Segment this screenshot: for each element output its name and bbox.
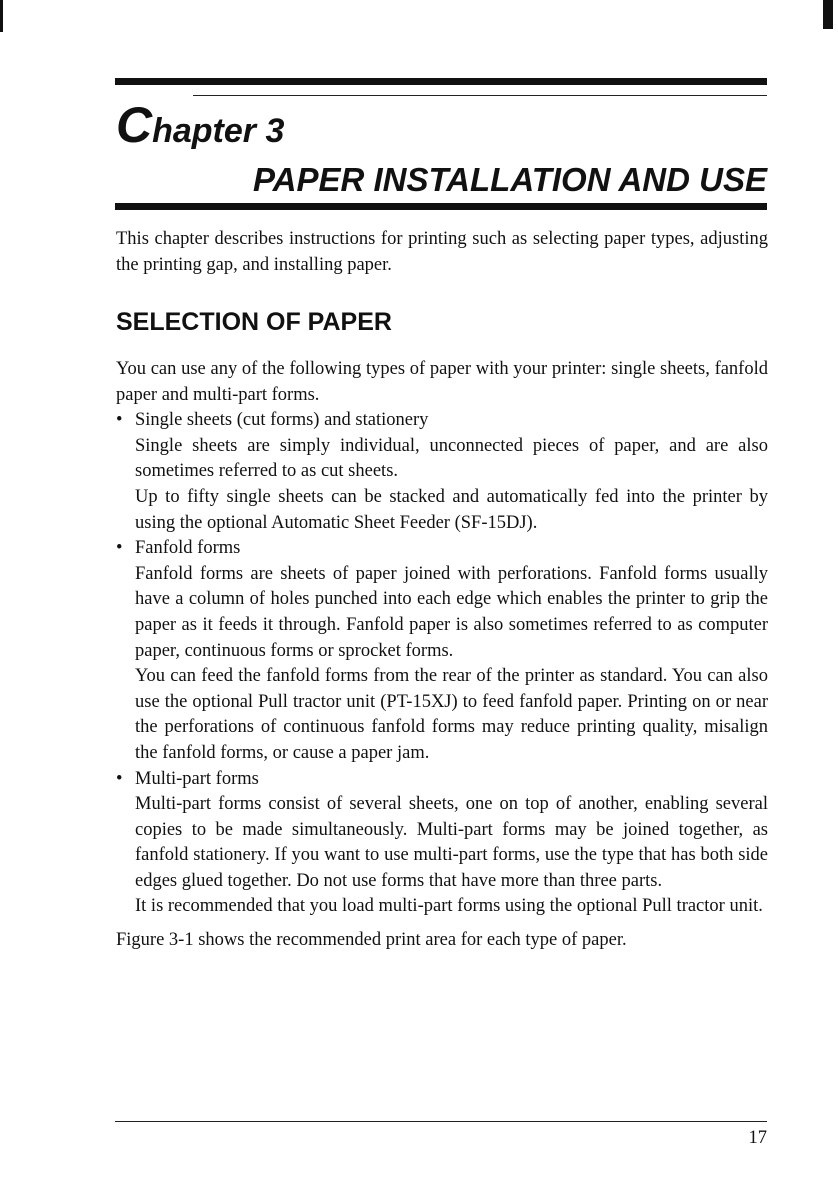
chapter-intro: This chapter describes instructions for printing such as selecting paper types, adjusting the printing gap, and installing paper. [116,229,768,275]
bullet-icon: • [116,538,123,559]
page-number: 17 [748,1128,767,1148]
footer-rule [115,1121,767,1122]
paper-type-heading: Multi-part forms [135,768,259,789]
header-bottom-rule [115,203,767,210]
paper-type-item-single-sheets [116,408,768,536]
paper-type-paragraph: Multi-part forms consist of several sheets, one on top of another, enabling several copies to be made simultaneously. Multi-part forms may be joined together, as fanfold stationery. If you want to use multi-part forms, use the type that has both side edges glued together. Do not use forms that have more than three parts. [135,794,768,891]
paper-type-paragraph: Fanfold forms are sheets of paper joined with perforations. Fanfold forms usually have a column of holes punched into each edge which enables the printer to grip the paper as it feeds it through. Fanfold paper is also sometimes referred to as computer paper, continuous forms or sprocket forms. [135,563,768,661]
paper-type-heading: Fanfold forms [135,538,241,559]
chapter-number-text: hapter 3 [152,112,285,150]
figure-reference: Figure 3-1 shows the recommended print area for each type of paper. [116,930,627,951]
chapter-title: PAPER INSTALLATION AND USE [253,161,767,198]
paper-type-item-multi-part [116,767,768,921]
section-title: SELECTION OF PAPER [116,308,392,336]
bullet-icon: • [116,410,123,431]
paper-type-paragraph: Single sheets are simply individual, unconnected pieces of paper, and are also sometimes referred to as cut sheets. [135,435,768,482]
paper-type-item-fanfold [116,536,768,766]
section-lead-paragraph: You can use any of the following types of paper with your printer: single sheets, fanfold paper and multi-part forms. [116,359,768,405]
section-body [116,357,768,954]
paper-type-paragraph: It is recommended that you load multi-part forms using the optional Pull tractor unit. [135,896,763,917]
chapter-initial-letter: C [116,97,153,153]
paper-type-heading: Single sheets (cut forms) and stationery [135,410,429,431]
bullet-icon: • [116,768,123,789]
header-top-rule [115,78,767,85]
header-thin-rule [193,95,767,96]
paper-type-paragraph: You can feed the fanfold forms from the rear of the printer as standard. You can also use the optional Pull tractor unit (PT-15XJ) to feed fanfold paper. Printing on or near the perforations of continuous fanfold forms may reduce printing quality, misalign the fanfold forms, or cause a paper jam. [135,666,768,763]
scan-edge-mark-right [823,0,833,29]
scan-edge-mark-left [0,0,3,32]
chapter-number-heading [116,97,285,156]
paper-type-paragraph: Up to fifty single sheets can be stacked and automatically fed into the printer by using the optional Automatic Sheet Feeder (SF-15DJ). [135,486,768,533]
